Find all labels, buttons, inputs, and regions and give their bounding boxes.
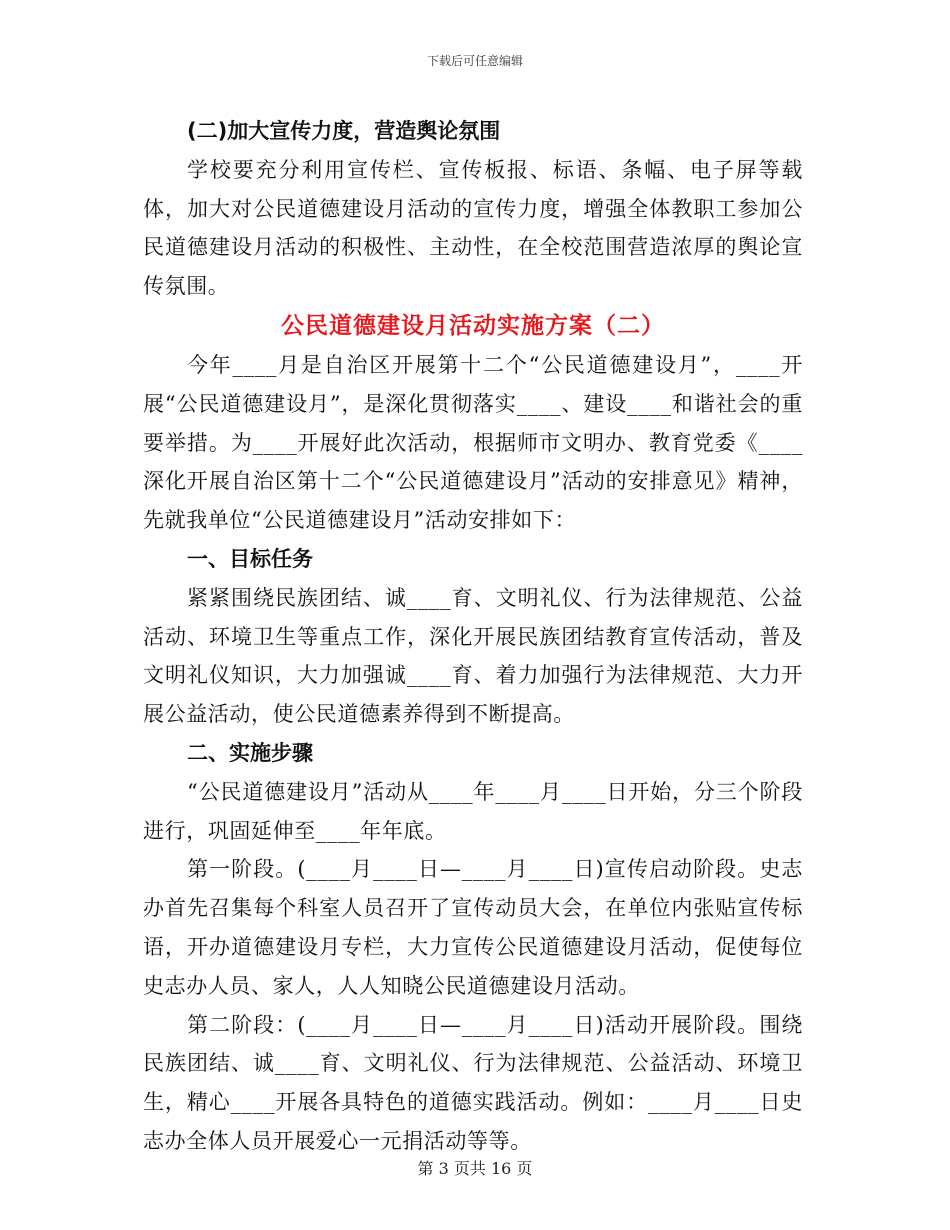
page-footer: 第 3 页共 16 页 [417,1159,533,1178]
paragraph-intro: 今年____月是自治区开展第十二个“公民道德建设月”，____开展“公民道德建设月”，是深化贯彻落实____、建设____和谐社会的重要举措。为____开展好此次活动，根据师市文明办、教育党委《____深化开展自治区第十二个“公民道德建设月”活动的安排意见》精神，先就我单位“公民道德建设月”活动安排如下： [143,352,803,533]
paragraph-stage-two: 第二阶段：(____月____日—____月____日)活动开展阶段。围绕民族团结、诚____育、文明礼仪、行为法律规范、公益活动、环境卫生，精心____开展各具特色的道德实践活动。例如：____月____日史志办全体人员开展爱心一元捐活动等等。 [143,1012,803,1153]
paragraph-publicity: 学校要充分利用宣传栏、宣传板报、标语、条幅、电子屏等载体，加大对公民道德建设月活动的宣传力度，增强全体教职工参加公民道德建设月活动的积极性、主动性，在全校范围营造浓厚的舆论宣传氛围。 [143,157,803,299]
paragraph-goals: 紧紧围绕民族团结、诚____育、文明礼仪、行为法律规范、公益活动、环境卫生等重点工作，深化开展民族团结教育宣传活动，普及文明礼仪知识，大力加强诚____育、着力加强行为法律规范、大力开展公益活动，使公民道德素养得到不断提高。 [143,585,803,727]
document-body [143,112,803,1161]
page-header: 下载后可任意编辑 [426,54,523,68]
section-heading-publicity: (二)加大宣传力度，营造舆论氛围 [187,119,501,143]
section-heading-goals: 一、目标任务 [187,546,313,571]
paragraph-steps-overview: “公民道德建设月”活动从____年____月____日开始，分三个阶段进行，巩固延伸至____年年底。 [143,779,803,843]
document-title: 公民道德建设月活动实施方案（二） [281,312,665,339]
paragraph-stage-one: 第一阶段。(____月____日—____月____日)宣传启动阶段。史志办首先召集每个科室人员召开了宣传动员大会，在单位内张贴宣传标语，开办道德建设月专栏，大力宣传公民道德建设月活动，促使每位史志办人员、家人，人人知晓公民道德建设月活动。 [143,857,803,998]
section-heading-steps: 二、实施步骤 [187,740,313,765]
